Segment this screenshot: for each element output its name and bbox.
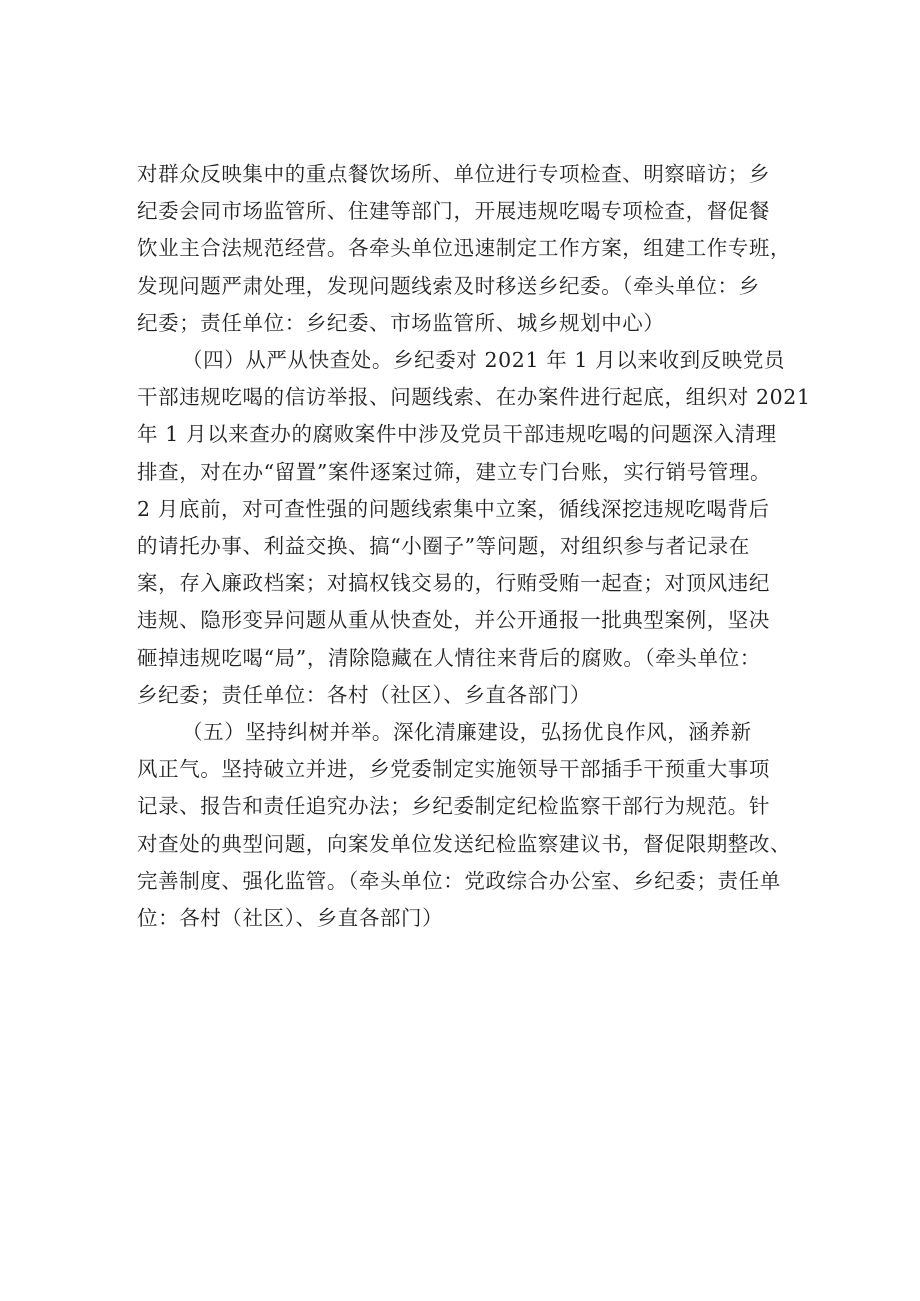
text-line: 记录、报告和责任追究办法；乡纪委制定纪检监察干部行为规范。针	[137, 794, 770, 819]
text-line: 干部违规吃喝的信访举报、问题线索、在办案件进行起底，组织对 2021	[137, 385, 811, 410]
text-line: （四）从严从快查处。乡纪委对 2021 年 1 月以来收到反映党员	[182, 348, 786, 373]
text-line: 完善制度、强化监管。（牵头单位：党政综合办公室、乡纪委；责任单	[137, 868, 781, 893]
text-line: 饮业主合法规范经营。各牵头单位迅速制定工作方案，组建工作专班，	[137, 236, 792, 261]
text-line: 2 月底前，对可查性强的问题线索集中立案，循线深挖违规吃喝背后	[137, 496, 770, 521]
document-body	[137, 156, 811, 937]
text-line: （五）坚持纠树并举。深化清廉建设，弘扬优良作风，涵养新	[182, 720, 752, 745]
text-line: 的请托办事、利益交换、搞“小圈子”等问题，对组织参与者记录在	[137, 534, 750, 559]
text-line: 发现问题严肃处理，发现问题线索及时移送乡纪委。（牵头单位：乡	[137, 273, 760, 298]
text-line: 纪委会同市场监管所、住建等部门，开展违规吃喝专项检查，督促餐	[137, 199, 770, 224]
text-line: 砸掉违规吃喝“局”，清除隐藏在人情往来背后的腐败。（牵头单位：	[137, 645, 761, 670]
text-line: 违规、隐形变异问题从重从快查处，并公开通报一批典型案例，坚决	[137, 608, 770, 633]
text-line: 乡纪委；责任单位：各村（社区）、乡直各部门）	[137, 682, 591, 707]
text-line: 纪委；责任单位：乡纪委、市场监管所、城乡规划中心）	[137, 310, 665, 335]
text-line: 对群众反映集中的重点餐饮场所、单位进行专项检查、明察暗访；乡	[137, 162, 770, 186]
text-line: 位：各村（社区）、乡直各部门）	[137, 906, 444, 931]
text-line: 案，存入廉政档案；对搞权钱交易的，行贿受贿一起查；对顶风违纪	[137, 571, 770, 596]
paragraph-section-4	[137, 342, 811, 714]
text-line: 风正气。坚持破立并进，乡党委制定实施领导干部插手干预重大事项	[137, 757, 770, 782]
text-line: 排查，对在办“留置”案件逐案过筛，建立专门台账，实行销号管理。	[137, 459, 772, 484]
text-line: 对查处的典型问题，向案发单位发送纪检监察建议书，督促限期整改、	[137, 831, 792, 856]
paragraph-inspection	[137, 156, 797, 342]
paragraph-section-5	[137, 714, 797, 937]
text-line: 年 1 月以来查办的腐败案件中涉及党员干部违规吃喝的问题深入清理	[137, 422, 777, 447]
